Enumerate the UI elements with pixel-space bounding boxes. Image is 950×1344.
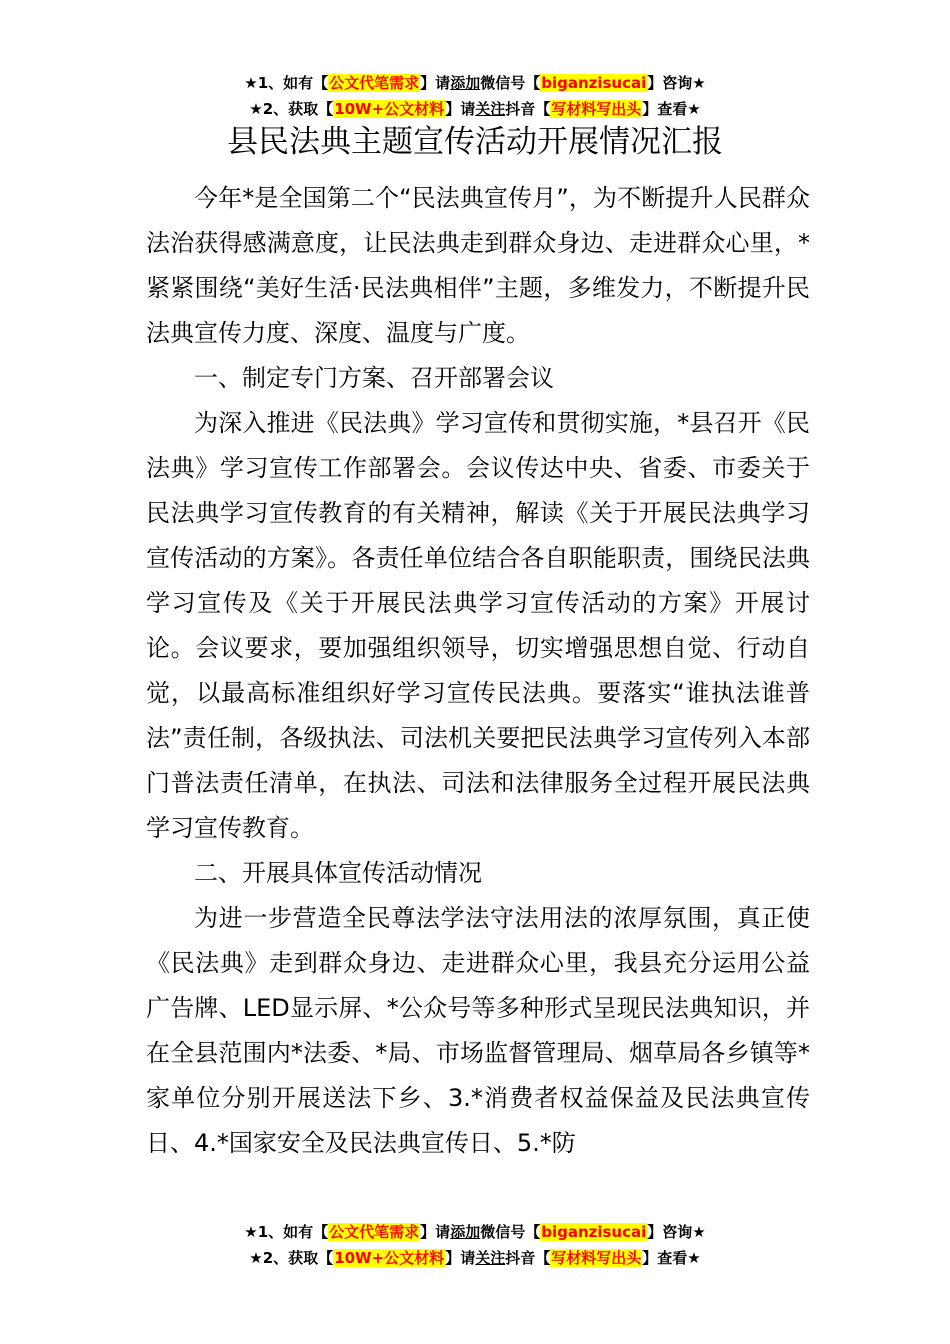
promo-highlight: 10W+公文材料 bbox=[334, 1249, 445, 1267]
promo-text: 】请 bbox=[420, 74, 451, 92]
promo-text: 】请 bbox=[445, 1249, 476, 1267]
paragraph-section-2: 为进一步营造全民尊法学法守法用法的浓厚氛围，真正使《民法典》走到群众身边、走进群众心里，我县充分运用公益广告牌、LED显示屏、*公众号等多种形式呈现民法典知识，并在全县范围内*法委、*局、市场监督管理局、烟草局各乡镇等*家单位分别开展送法下乡、3.*消费者权益保益及民法典宣传日、4.*国家安全及民法典宣传日、5.*防 bbox=[146, 904, 810, 1157]
promo-text: 微信号【 bbox=[480, 1223, 541, 1241]
promo-text: 抖音【 bbox=[505, 100, 551, 118]
promo-text: ★2、获取【 bbox=[249, 100, 334, 118]
promo-line-2 bbox=[0, 1245, 950, 1271]
document-title: 县民法典主题宣传活动开展情况汇报 bbox=[227, 124, 723, 160]
section-heading-2: 二、开展具体宣传活动情况 bbox=[194, 859, 482, 887]
promo-text: 】查看★ bbox=[642, 100, 701, 118]
promo-line-1 bbox=[0, 70, 950, 96]
promo-underlined: 关注 bbox=[475, 1249, 506, 1267]
promo-underlined: 添加 bbox=[450, 74, 481, 92]
promo-line-2 bbox=[0, 96, 950, 122]
promo-highlight: 公文代笔需求 bbox=[329, 1223, 420, 1241]
promo-banner-bottom bbox=[0, 1219, 950, 1271]
promo-underlined: 关注 bbox=[475, 100, 506, 118]
promo-highlight-wechat: biganzisucai bbox=[541, 74, 647, 92]
promo-banner-top bbox=[0, 70, 950, 122]
document-body bbox=[146, 176, 810, 1166]
promo-text: 】请 bbox=[420, 1223, 451, 1241]
promo-text: 】请 bbox=[445, 100, 476, 118]
section-heading-1: 一、制定专门方案、召开部署会议 bbox=[194, 364, 554, 392]
promo-highlight-douyin: 写材料写出头 bbox=[551, 1249, 642, 1267]
promo-text: 抖音【 bbox=[505, 1249, 551, 1267]
promo-text: ★2、获取【 bbox=[249, 1249, 334, 1267]
promo-highlight-douyin: 写材料写出头 bbox=[551, 100, 642, 118]
promo-highlight-wechat: biganzisucai bbox=[541, 1223, 647, 1241]
promo-underlined: 添加 bbox=[450, 1223, 481, 1241]
promo-line-1 bbox=[0, 1219, 950, 1245]
promo-text: 】咨询★ bbox=[647, 74, 706, 92]
promo-text: 微信号【 bbox=[480, 74, 541, 92]
promo-highlight: 10W+公文材料 bbox=[334, 100, 445, 118]
paragraph-section-1: 为深入推进《民法典》学习宣传和贯彻实施，*县召开《民法典》学习宣传工作部署会。会议传达中央、省委、市委关于民法典学习宣传教育的有关精神，解读《关于开展民法典学习宣传活动的方案》。各责任单位结合各自职能职责，围绕民法典学习宣传及《关于开展民法典学习宣传活动的方案》开展讨论。会议要求，要加强组织领导，切实增强思想自觉、行动自觉，以最高标准组织好学习宣传民法典。要落实“谁执法谁普法”责任制，各级执法、司法机关要把民法典学习宣传列入本部门普法责任清单，在执法、司法和法律服务全过程开展民法典学习宣传教育。 bbox=[146, 409, 810, 842]
promo-text: ★1、如有【 bbox=[244, 74, 329, 92]
paragraph-intro: 今年*是全国第二个“民法典宣传月”，为不断提升人民群众法治获得感满意度，让民法典走到群众身边、走进群众心里，*紧紧围绕“美好生活·民法典相伴”主题，多维发力，不断提升民法典宣传力度、深度、温度与广度。 bbox=[146, 184, 810, 347]
promo-text: 】咨询★ bbox=[647, 1223, 706, 1241]
promo-highlight: 公文代笔需求 bbox=[329, 74, 420, 92]
promo-text: 】查看★ bbox=[642, 1249, 701, 1267]
promo-text: ★1、如有【 bbox=[244, 1223, 329, 1241]
